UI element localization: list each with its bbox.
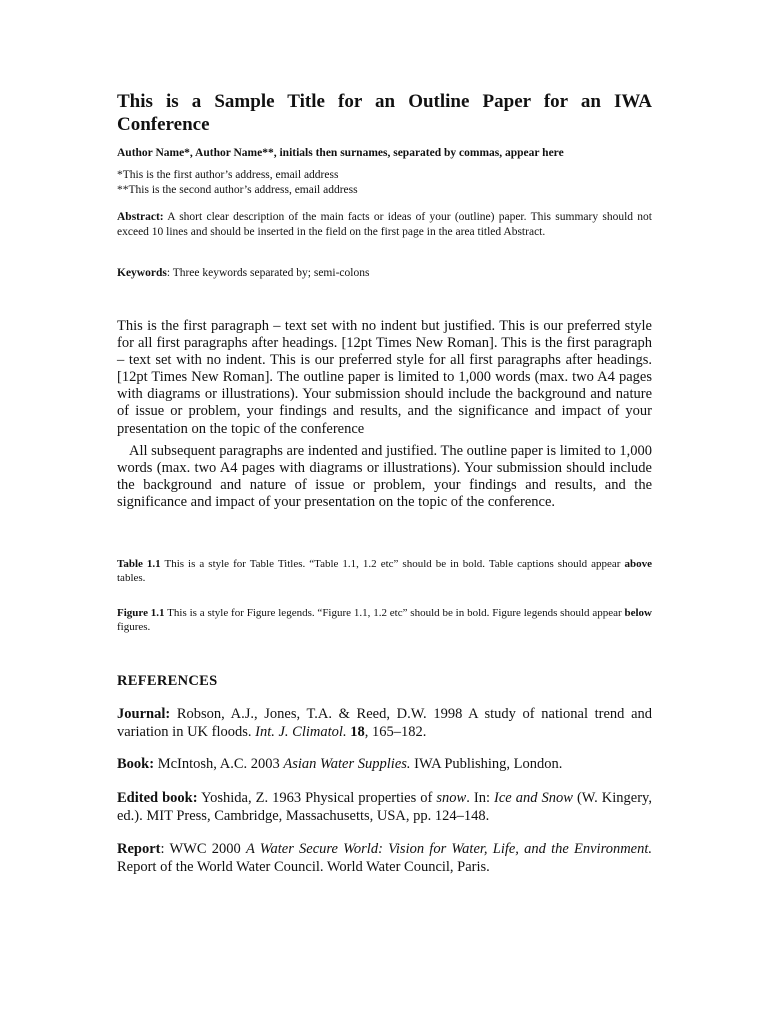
reference-journal-name: Int. J. Climatol. <box>255 723 347 740</box>
author-list: Author Name*, Author Name**, initials then surnames, separated by commas, appear here <box>117 147 564 159</box>
abstract-text: A short clear description of the main facts or ideas of your (outline) paper. This summary should not exceed 10 lines and should be inserted in the field on the first page in the area titled Abstract. <box>117 211 652 238</box>
reference-report-text: : WWC 2000 <box>160 841 246 857</box>
reference-book-title: Asian Water Supplies. <box>283 756 411 772</box>
title-line-2: Conference <box>117 114 210 135</box>
reference-edited-book <box>117 790 652 825</box>
keywords-label: Keywords <box>117 267 167 279</box>
figure-caption-label: Figure 1.1 <box>117 607 165 619</box>
affiliation-1: *This is the first author’s address, email address <box>117 169 339 181</box>
reference-book-tail: IWA Publishing, London. <box>410 756 563 772</box>
reference-journal-pages: , 165–182. <box>364 723 427 740</box>
body-paragraph-1: This is the first paragraph – text set with no indent but justified. This is our preferred style for all first paragraphs after headings. [12pt Times New Roman]. This is the first paragraph – text set with no indent. This is our preferred style for all first paragraphs after headings. [12pt Times New Roman]. The outline paper is limited to 1,000 words (max. two A4 pages with diagrams or illustrations). Your submission should include the background and nature of issue or problem, your findings and results, and the significance and impact of your presentation on the topic of the conference <box>117 318 652 437</box>
figure-caption <box>117 607 652 634</box>
reference-report <box>117 841 652 876</box>
title-line-1: This is a Sample Title for an Outline Paper for an IWA <box>117 91 652 112</box>
reference-report-title: A Water Secure World: Vision for Water, Life, and the Environment. <box>245 841 652 857</box>
reference-edited-book-mid: . In: <box>466 790 495 806</box>
table-caption <box>117 558 652 585</box>
table-caption-text: This is a style for Table Titles. “Table 1.1, 1.2 etc” should be in bold. Table captions should appear <box>160 558 625 570</box>
figure-caption-tail: figures. <box>117 620 151 633</box>
reference-book-text: McIntosh, A.C. 2003 <box>154 756 284 772</box>
reference-report-label: Report <box>117 841 161 857</box>
reference-edited-book-title: Ice and Snow <box>494 790 573 806</box>
table-caption-emph: above <box>624 558 652 570</box>
table-caption-label: Table 1.1 <box>117 558 161 570</box>
body-paragraph-2: All subsequent paragraphs are indented and justified. The outline paper is limited to 1,000 words (max. two A4 pages with diagrams or illustrations). Your submission should include the background and nature of issue or problem, your findings and results, and the significance and impact of your presentation on the topic of the conference. <box>117 443 652 511</box>
reference-journal-text: Robson, A.J., Jones, T.A. & Reed, D.W. 1998 A study of national trend and variation in UK floods. <box>117 706 652 740</box>
keywords-text: : Three keywords separated by; semi-colons <box>166 267 370 279</box>
reference-report-tail: Report of the World Water Council. World Water Council, Paris. <box>117 858 490 875</box>
reference-edited-book-label: Edited book: <box>117 790 198 806</box>
affiliations <box>117 168 652 198</box>
table-caption-tail: tables. <box>117 571 146 584</box>
figure-caption-text: This is a style for Figure legends. “Figure 1.1, 1.2 etc” should be in bold. Figure legends should appear <box>164 607 625 619</box>
reference-edited-book-tail: (W. Kingery, ed.). MIT Press, Cambridge, Massachusetts, USA, pp. 124–148. <box>117 790 652 824</box>
reference-journal <box>117 706 652 741</box>
figure-caption-emph: below <box>624 607 652 619</box>
abstract <box>117 210 652 240</box>
reference-journal-volume: 18 <box>350 723 365 740</box>
keywords <box>117 267 652 279</box>
reference-book <box>117 756 652 774</box>
reference-book-label: Book: <box>117 756 155 772</box>
abstract-label: Abstract: <box>117 211 164 223</box>
references-heading: REFERENCES <box>117 673 218 689</box>
paper-title <box>117 90 652 136</box>
reference-edited-book-text: Yoshida, Z. 1963 Physical properties of <box>197 790 437 806</box>
reference-journal-label: Journal: <box>117 706 171 722</box>
affiliation-2: **This is the second author’s address, email address <box>117 184 358 196</box>
reference-edited-book-emph: snow <box>436 790 467 806</box>
